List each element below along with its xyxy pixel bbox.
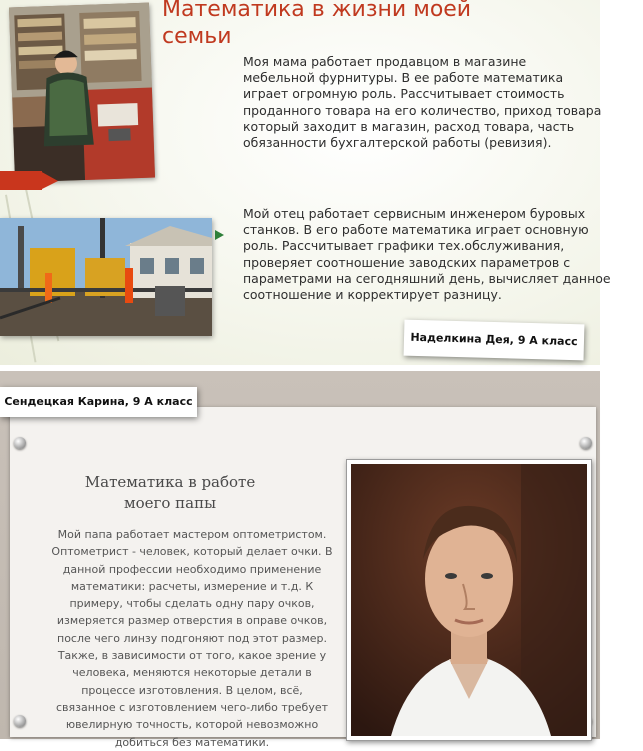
author-label: Наделкина Дея, 9 А класс — [404, 320, 585, 361]
mother-photo — [9, 3, 155, 183]
pin-icon — [580, 437, 592, 449]
bullet-arrow — [215, 230, 224, 240]
paper-sheet — [10, 407, 596, 749]
author-label: Сендецкая Карина, 9 А класс — [0, 387, 197, 417]
section-title: Математика в работе моего папы — [84, 473, 256, 512]
father-paragraph: Мой отец работает сервисным инженером буровых станков. В его работе математика играет основную роль. Рассчитывает графики тех.обслуживания, проверяет соотношение заводских параметров с параметрами на сегодняшний день, вычисляет данное соотношение и корректирует разницу. — [243, 206, 611, 303]
slide-family-math — [0, 0, 611, 365]
body-paragraph: Мой папа работает мастером оптометристом. Оптометрист - человек, который делает очки. В данной профессии необходимо применение математики: расчеты, измерение и т.д. К примеру, чтобы сделать одну пару очков, измеряется размер отверстия в оправе очков, после чего линзу подгоняют под этот размер. Также, в зависимости от того, какое зрение у человека, меняются некоторые детали в процессе изготовления. В целом, всё, связанное с изготовлением чего-либо требует ювелирную точность, которой невозможно добиться без математики. — [51, 528, 333, 749]
pin-icon — [14, 715, 26, 727]
accent-arrow — [40, 171, 58, 190]
slide-father-optometrist — [0, 371, 600, 749]
accent-bar — [0, 171, 42, 190]
father-photo — [0, 218, 212, 336]
portrait-photo — [346, 459, 592, 741]
pin-icon — [14, 437, 26, 449]
mother-paragraph: Моя мама работает продавцом в магазине мебельной фурнитуры. В ее работе математика играет огромную роль. Рассчитывает стоимость проданного товара на его количество, приход товара который заходит в магазин, расход товара, часть обязанности бухгалтерской работы (ревизия). — [243, 54, 602, 151]
slide-title: Математика в жизни моей семьи — [162, 0, 472, 49]
